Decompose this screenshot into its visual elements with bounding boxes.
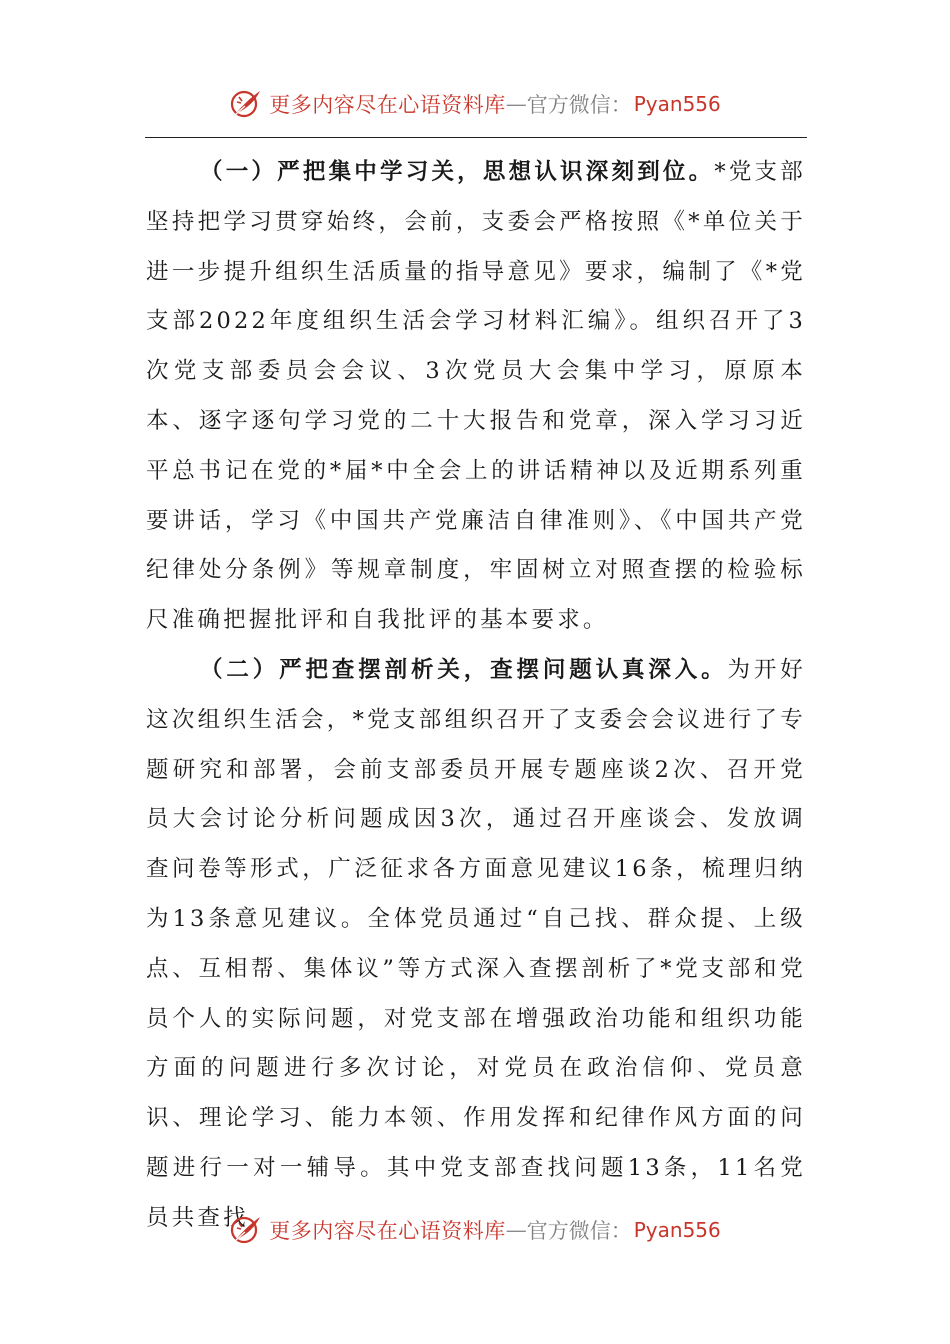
header-rule <box>145 137 807 138</box>
paragraph-2 <box>146 646 806 1244</box>
document-body <box>146 148 806 1244</box>
header-official-label: 官方微信： <box>526 93 632 117</box>
quill-logo-icon <box>229 1213 263 1247</box>
paragraph-1-heading: （一）严把集中学习关，思想认识深刻到位。 <box>200 159 715 185</box>
quill-logo-icon <box>229 87 263 121</box>
footer-brand-text: 更多内容尽在心语资料库 <box>269 1219 506 1243</box>
paragraph-1-body: *党支部坚持把学习贯穿始终，会前，支委会严格按照《*单位关于进一步提升组织生活质量的指导意见》要求，编制了《*党支部2022年度组织生活会学习材料汇编》。组织召开了3次党支部委员会会议、3次党员大会集中学习，原原本本、逐字逐句学习党的二十大报告和党章，深入学习习近平总书记在党的*届*中全会上的讲话精神以及近期系列重要讲话，学习《中国共产党廉洁自律准则》、《中国共产党纪律处分条例》等规章制度，牢固树立对照查摆的检验标尺准确把握批评和自我批评的基本要求。 <box>146 159 806 634</box>
footer-banner <box>0 1208 950 1252</box>
header-separator: — <box>505 92 527 116</box>
paragraph-2-heading: （二）严把查摆剖析关，查摆问题认真深入。 <box>200 656 728 683</box>
header-banner <box>0 82 950 126</box>
paragraph-2-body: 为开好这次组织生活会，*党支部组织召开了支委会会议进行了专题研究和部署，会前支部委员开展专题座谈2次、召开党员大会讨论分析问题成因3次，通过召开座谈会、发放调查问卷等形式，广泛征求各方面意见建议16条，梳理归纳为13条意见建议。全体党员通过“自己找、群众提、上级点、互相帮、集体议”等方式深入查摆剖析了*党支部和党员个人的实际问题，对党支部在增强政治功能和组织功能方面的问题进行多次讨论，对党员在政治信仰、党员意识、理论学习、能力本领、作用发挥和纪律作风方面的问题进行一对一辅导。其中党支部查找问题13条，11名党员共查找 <box>146 656 806 1231</box>
paragraph-1 <box>146 148 806 646</box>
footer-separator: — <box>505 1218 527 1242</box>
footer-wechat-id: Pyan556 <box>633 1218 721 1242</box>
header-wechat-id: Pyan556 <box>633 92 721 116</box>
header-brand-text: 更多内容尽在心语资料库 <box>269 93 506 117</box>
footer-official-label: 官方微信： <box>526 1219 632 1243</box>
